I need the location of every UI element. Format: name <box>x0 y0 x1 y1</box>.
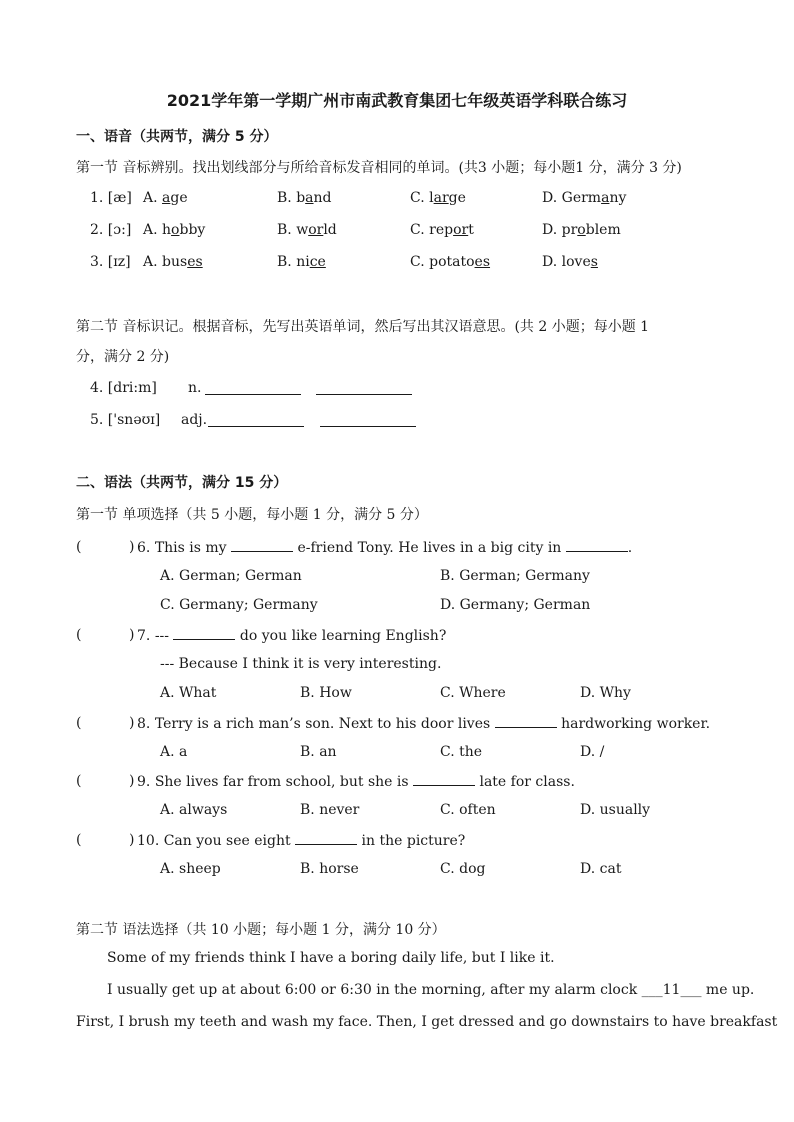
phonetic-option[interactable] <box>277 222 337 238</box>
phonetic-option[interactable] <box>410 190 466 206</box>
passage-line2-a: I usually get up at about 6:00 or 6:30 in the morning, after my alarm clock ___ <box>107 982 663 998</box>
option-choice[interactable]: A. always <box>160 802 228 818</box>
option-text: w <box>296 222 309 238</box>
phonetic-option[interactable] <box>143 190 188 206</box>
phonetic-option[interactable] <box>542 190 626 206</box>
option-text: A. <box>143 254 163 270</box>
question-text-b: hardworking worker. <box>556 716 711 732</box>
option-text: B. <box>277 254 297 270</box>
part1-sec2-label-line1: 第二节 音标识记。根据音标，先写出英语单词，然后写出其汉语意思。(共 2 小题；每小题 1 <box>76 319 650 335</box>
option-text: ge <box>448 190 466 206</box>
q5-meaning-blank[interactable] <box>320 414 416 427</box>
q4-pos: n. <box>188 380 202 396</box>
question-text-a: Terry is a rich man’s son. Next to his door lives <box>154 716 495 732</box>
question-text <box>137 773 575 790</box>
option-choice[interactable]: B. How <box>300 685 352 701</box>
option-text: l <box>429 190 434 206</box>
option-choice[interactable]: B. horse <box>300 861 359 877</box>
answer-paren-open: ( <box>76 627 82 643</box>
answer-box[interactable] <box>86 832 126 850</box>
answer-paren-open: ( <box>76 773 82 789</box>
phonetic-option[interactable] <box>542 222 621 238</box>
question-text-a: Can you see eight <box>163 833 296 849</box>
option-choice[interactable]: B. German; Germany <box>440 568 590 584</box>
option-text: rep <box>429 222 454 238</box>
part2-sec2-label: 第二节 语法选择（共 10 小题；每小题 1 分，满分 10 分） <box>76 922 446 938</box>
question-blank[interactable] <box>413 773 475 786</box>
question-blank[interactable] <box>173 627 235 640</box>
question-text-b: do you like learning English? <box>235 628 447 644</box>
q5-word-blank[interactable] <box>208 414 304 427</box>
question-text-c: . <box>627 540 633 556</box>
question-text <box>137 715 710 732</box>
blank-11-number[interactable]: 11 <box>662 982 681 998</box>
q4-num: 4. [dri:m] <box>90 380 157 396</box>
question-number: 9. <box>137 774 151 790</box>
question-text <box>137 627 446 644</box>
option-text: nd <box>313 190 332 206</box>
phonetic-item-num: 2. [ɔ:] <box>90 222 132 238</box>
option-text: D. <box>542 222 562 238</box>
option-text: bus <box>162 254 188 270</box>
option-choice[interactable]: D. Germany; German <box>440 597 591 613</box>
underlined-letters: or <box>453 222 469 238</box>
answer-paren-close: ) <box>129 539 135 555</box>
phonetic-item-num: 3. [ɪz] <box>90 254 131 270</box>
option-text: B. <box>277 190 297 206</box>
option-text: ni <box>296 254 310 270</box>
question-blank-2[interactable] <box>566 539 628 552</box>
underlined-letters: a <box>601 190 610 206</box>
question-blank[interactable] <box>231 539 293 552</box>
option-text: bby <box>179 222 206 238</box>
question-blank[interactable] <box>495 715 557 728</box>
underlined-letters: s <box>590 254 598 270</box>
option-text: pr <box>561 222 578 238</box>
option-text: h <box>162 222 172 238</box>
option-text: D. <box>542 254 562 270</box>
question-text-b: in the picture? <box>357 833 466 849</box>
answer-box[interactable] <box>86 627 126 645</box>
part1-sec2-label-line2: 分，满分 2 分) <box>76 349 170 365</box>
underlined-letters: a <box>162 190 171 206</box>
phonetic-option[interactable] <box>410 254 490 270</box>
question-text-b: e-friend Tony. He lives in a big city in <box>293 540 566 556</box>
q5-num: 5. ['snəʊɪ] <box>90 412 161 428</box>
option-text: t <box>468 222 474 238</box>
answer-paren-open: ( <box>76 832 82 848</box>
answer-paren-open: ( <box>76 715 82 731</box>
underlined-letters: a <box>305 190 314 206</box>
option-choice[interactable]: C. Where <box>440 685 506 701</box>
underlined-letters: es <box>474 254 491 270</box>
page-title: 2021学年第一学期广州市南武教育集团七年级英语学科联合练习 <box>166 91 628 110</box>
phonetic-item-num: 1. [æ] <box>90 190 132 206</box>
option-text: ld <box>323 222 337 238</box>
part2-heading: 二、语法（共两节，满分 15 分） <box>76 475 288 491</box>
answer-paren-close: ) <box>129 715 135 731</box>
question-number: 6. <box>137 540 151 556</box>
answer-box[interactable] <box>86 539 126 557</box>
passage-line1: Some of my friends think I have a boring daily life, but I like it. <box>107 950 555 966</box>
q5-pos: adj. <box>181 412 208 428</box>
underlined-letters: or <box>308 222 324 238</box>
underlined-letters: es <box>187 254 203 270</box>
option-choice[interactable]: C. often <box>440 802 496 818</box>
phonetic-option[interactable] <box>542 254 598 270</box>
answer-paren-close: ) <box>129 773 135 789</box>
option-text: potato <box>429 254 475 270</box>
answer-paren-close: ) <box>129 627 135 643</box>
question-text <box>137 832 465 849</box>
option-choice[interactable]: D. Why <box>580 685 631 701</box>
part2-sec1-label: 第一节 单项选择（共 5 小题，每小题 1 分，满分 5 分） <box>76 507 428 523</box>
phonetic-option[interactable] <box>277 254 326 270</box>
question-number: 7. <box>137 628 151 644</box>
question-text-a: She lives far from school, but she is <box>154 774 414 790</box>
option-text: A. <box>143 190 163 206</box>
passage-line3: First, I brush my teeth and wash my face. Then, I get dressed and go downstairs to have breakfast <box>76 1014 778 1030</box>
part1-sec1-label: 第一节 音标辨别。找出划线部分与所给音标发音相同的单词。(共3 小题；每小题1 分，满分 3 分) <box>76 160 682 176</box>
phonetic-option[interactable] <box>277 190 332 206</box>
option-text: ge <box>170 190 188 206</box>
option-choice[interactable]: C. the <box>440 744 483 760</box>
phonetic-option[interactable] <box>410 222 474 238</box>
question-blank[interactable] <box>295 832 357 845</box>
answer-box[interactable] <box>86 715 126 733</box>
q4-meaning-blank[interactable] <box>316 382 412 395</box>
question-number: 10. <box>137 833 160 849</box>
option-text: b <box>296 190 306 206</box>
underlined-letters: ce <box>309 254 326 270</box>
option-text: C. <box>410 254 430 270</box>
option-choice[interactable]: C. Germany; Germany <box>160 597 318 613</box>
option-text: ny <box>609 190 627 206</box>
answer-paren-open: ( <box>76 539 82 555</box>
option-text: D. <box>542 190 562 206</box>
option-choice[interactable]: D. cat <box>580 861 622 877</box>
option-choice[interactable]: C. dog <box>440 861 486 877</box>
question-text <box>137 539 632 556</box>
underlined-letters: ar <box>433 190 449 206</box>
question-text-b: late for class. <box>475 774 575 790</box>
option-text: C. <box>410 222 430 238</box>
option-choice[interactable]: A. What <box>160 685 217 701</box>
option-choice[interactable]: D. / <box>580 744 605 760</box>
option-text: blem <box>585 222 621 238</box>
underlined-letters: o <box>171 222 180 238</box>
q4-word-blank[interactable] <box>205 382 301 395</box>
question-text-a: This is my <box>154 540 232 556</box>
passage-line2 <box>107 982 755 998</box>
option-text: B. <box>277 222 297 238</box>
question-text-a: --- <box>154 628 174 644</box>
option-choice[interactable]: A. a <box>160 744 188 760</box>
option-text: C. <box>410 190 430 206</box>
option-choice[interactable]: D. usually <box>580 802 651 818</box>
part1-heading: 一、语音（共两节，满分 5 分） <box>76 129 278 145</box>
option-choice[interactable]: B. an <box>300 744 337 760</box>
answer-paren-close: ) <box>129 832 135 848</box>
passage-line2-b: ___ me up. <box>680 982 755 998</box>
option-choice[interactable]: A. sheep <box>160 861 221 877</box>
phonetic-option[interactable] <box>143 222 205 238</box>
question-text-line2: --- Because I think it is very interesting. <box>160 656 442 672</box>
question-number: 8. <box>137 716 151 732</box>
option-choice[interactable]: A. German; German <box>160 568 302 584</box>
option-text: love <box>561 254 591 270</box>
option-text: A. <box>143 222 163 238</box>
option-text: Germ <box>561 190 602 206</box>
underlined-letters: o <box>577 222 586 238</box>
phonetic-option[interactable] <box>143 254 203 270</box>
option-choice[interactable]: B. never <box>300 802 360 818</box>
answer-box[interactable] <box>86 773 126 791</box>
